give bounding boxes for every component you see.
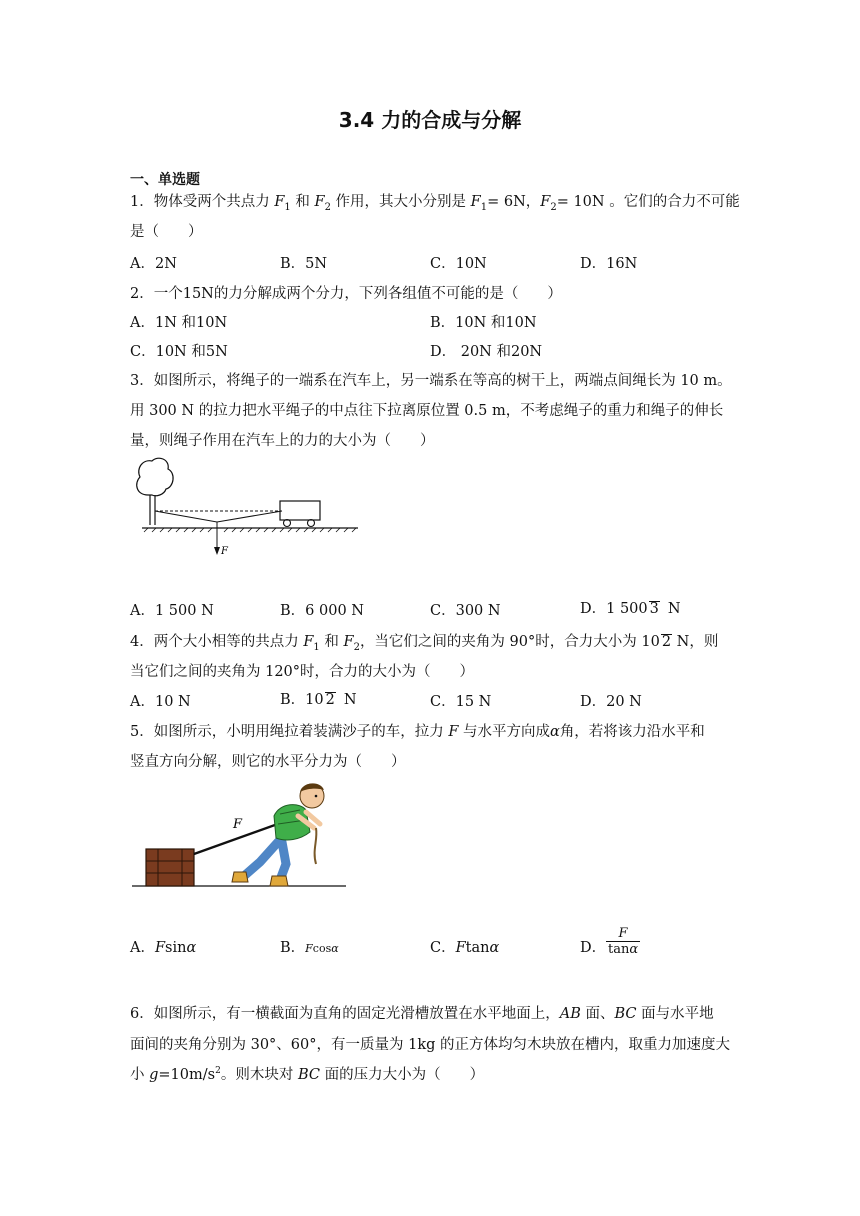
q4-option-d: D．20 N [580, 694, 642, 710]
q6-text: 面的压力大小为（ ） [319, 1067, 485, 1083]
q4-f1: F [303, 634, 314, 650]
q5-option-b-fn: cos [312, 942, 332, 955]
q4-option-b [280, 688, 357, 709]
q1-f1-sub: 1 [284, 201, 291, 213]
q1-f2-eq: F [540, 194, 551, 210]
q6-bc: BC [297, 1067, 320, 1083]
q2-option-d: D． 20N 和20N [430, 344, 543, 360]
q1-line2: 是（ ） [130, 224, 203, 240]
q5-figure-boy-pulling-crate [130, 780, 350, 892]
q6-line2: 面间的夹角分别为 30°、60°，有一质量为 1kg 的正方体均匀木块放在槽内，取重力加速度大 [130, 1037, 731, 1053]
q1-text: 和 [290, 194, 315, 210]
q1-text: 1．物体受两个共点力 [130, 194, 275, 210]
q3-figure-force-label: F [221, 546, 228, 557]
q6-text: 6．如图所示，有一横截面为直角的固定光滑槽放置在水平地面上， [130, 1006, 560, 1022]
q4-f2: F [343, 634, 354, 650]
q5-option-d-label: D． [580, 940, 607, 956]
q1-text: 。它们的合力不可能 [604, 194, 740, 210]
q3-option-c: C．300 N [430, 603, 501, 619]
q5-option-b [280, 936, 339, 957]
q5-text: 5．如图所示，小明用绳拉着装满沙子的车，拉力 [130, 724, 449, 740]
q4-f1-sub: 1 [313, 641, 320, 653]
q6-text: 面与水平地 [636, 1006, 714, 1022]
sqrt-sign: 2 [661, 634, 672, 650]
q5-option-b-f: F [305, 942, 313, 955]
q6-text: 面、 [580, 1006, 615, 1022]
q4-text: 4．两个大小相等的共点力 [130, 634, 304, 650]
q1-f1-eq-sub: 1 [480, 201, 488, 213]
q3-figure-tree-rope-car [130, 455, 370, 565]
q1-f2: F [314, 194, 325, 210]
q5-option-c-alpha: α [489, 940, 500, 956]
q4-line2: 当它们之间的夹角为 120°时，合力的大小为（ ） [130, 664, 475, 680]
q2-option-b: B．10N 和10N [430, 315, 537, 331]
q5-option-a-f: F [154, 940, 166, 956]
q1-text: 作用，其大小分别是 [330, 194, 471, 210]
q5-option-b-label: B． [280, 940, 306, 956]
q5-text: 角，若将该力沿水平和 [559, 724, 705, 740]
q4-text: ，当它们之间的夹角为 90°时，合力大小为 10 [359, 634, 660, 650]
q6-line3 [130, 1063, 484, 1084]
q5-f: F [448, 724, 459, 740]
q5-option-d-fn: tan [608, 942, 630, 957]
q5-option-d-numerator: F [606, 926, 640, 942]
q1-option-b: B．5N [280, 256, 328, 272]
q6-text: 。则木块对 [220, 1067, 298, 1083]
q5-option-c-label: C． [430, 940, 456, 956]
q5-option-c-f: F [455, 940, 466, 956]
q1-line1 [130, 190, 740, 213]
q2-line1: 2．一个15N的力分解成两个分力，下列各组值不可能的是（ ） [130, 286, 562, 302]
q5-figure-force-label: F [233, 817, 243, 832]
q5-option-d-denominator [606, 942, 640, 957]
q4-text: 和 [319, 634, 344, 650]
q3-option-a: A．1 500 N [130, 603, 214, 619]
q1-option-d: D．16N [580, 256, 638, 272]
q4-option-a: A．10 N [130, 694, 191, 710]
q1-option-a: A．2N [130, 256, 177, 272]
q5-option-d-alpha: α [629, 942, 639, 957]
q5-line2: 竖直方向分解，则它的水平分力为（ ） [130, 754, 406, 770]
q1-f1: F [274, 194, 285, 210]
q5-alpha: α [550, 724, 560, 740]
q2-option-a: A．1N 和10N [130, 315, 228, 331]
page-title: 3.4 力的合成与分解 [338, 108, 522, 132]
q5-option-b-alpha: α [331, 942, 339, 955]
q1-option-c: C．10N [430, 256, 487, 272]
q3-line3: 量，则绳子作用在汽车上的力的大小为（ ） [130, 433, 435, 449]
q3-option-d-unit: N [667, 601, 681, 617]
q1-eq1: = 6N [487, 194, 526, 210]
q1-f2-eq-sub: 2 [550, 201, 557, 213]
q6-bc: BC [614, 1006, 637, 1022]
q6-line1 [130, 1002, 714, 1023]
q4-option-b-unit: N [343, 692, 357, 708]
q6-text: =10m/s [158, 1067, 216, 1083]
q1-f2-sub: 2 [324, 201, 331, 213]
q6-text: 小 [130, 1067, 150, 1083]
q5-option-c-fn: tan [465, 940, 490, 956]
q1-f1-eq: F [470, 194, 481, 210]
q2-option-c: C．10N 和5N [130, 344, 228, 360]
q4-option-c: C．15 N [430, 694, 492, 710]
q5-option-a-alpha: α [186, 940, 197, 956]
q3-line1: 3．如图所示，将绳子的一端系在汽车上，另一端系在等高的树干上，两端点间绳长为 10 m。 [130, 373, 732, 389]
q5-option-c [430, 936, 499, 957]
q3-option-d-value: D．1 500 [580, 601, 648, 617]
q5-option-a [130, 936, 196, 957]
q6-ab: AB [559, 1006, 581, 1022]
q5-option-a-label: A． [130, 940, 155, 956]
q5-line1 [130, 720, 705, 741]
q4-f2-sub: 2 [353, 641, 360, 653]
q6-superscript: 2 [215, 1066, 221, 1077]
sqrt-sign: 3 [649, 601, 659, 617]
q3-line2: 用 300 N 的拉力把水平绳子的中点往下拉离原位置 0.5 m，不考虑绳子的重力和绳子的伸长 [130, 403, 724, 419]
sqrt-sign: 2 [325, 692, 335, 708]
q4-line1 [130, 630, 718, 653]
q4-option-b-value: B．10 [280, 692, 324, 708]
q3-option-d [580, 597, 681, 618]
q5-text: 与水平方向成 [458, 724, 551, 740]
q6-g: g [149, 1067, 159, 1083]
section-heading: 一、单选题 [130, 172, 200, 188]
q1-eq2: = 10N [556, 194, 605, 210]
q3-option-b: B．6 000 N [280, 603, 364, 619]
q4-text: N，则 [672, 634, 719, 650]
q5-option-d-fraction [606, 926, 640, 957]
q1-comma: ， [525, 194, 541, 210]
q5-option-a-fn: sin [165, 940, 187, 956]
